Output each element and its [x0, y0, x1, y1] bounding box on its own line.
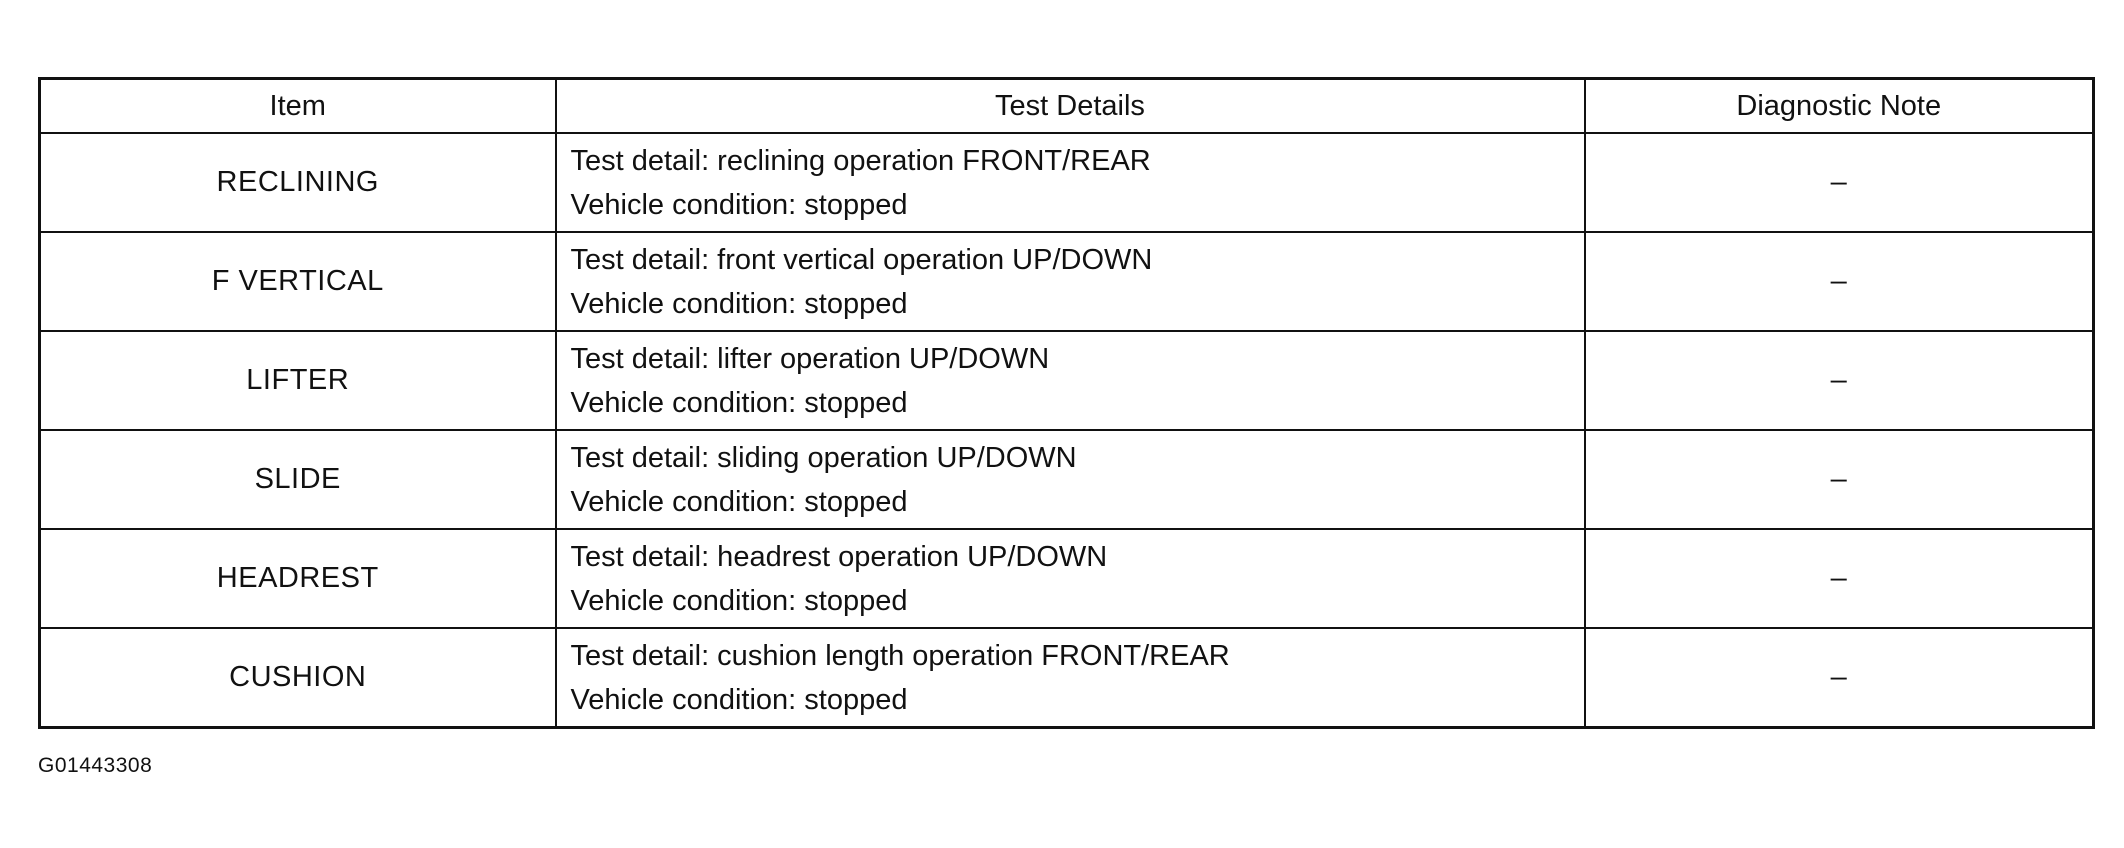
test-detail-text: Test detail: cushion length operation FRONT/REAR	[570, 639, 1230, 672]
item-cell: HEADREST	[40, 529, 556, 628]
test-detail-text: Test detail: headrest operation UP/DOWN	[570, 540, 1108, 573]
header-test-details: Test Details	[556, 79, 1585, 134]
test-detail-text: Test detail: sliding operation UP/DOWN	[570, 441, 1077, 474]
test-details-cell	[556, 430, 1585, 529]
test-detail-text: Test detail: front vertical operation UP/DOWN	[570, 243, 1153, 276]
header-diagnostic-note: Diagnostic Note	[1585, 79, 2094, 134]
diagnostic-note-cell: –	[1585, 133, 2094, 232]
test-details-cell	[556, 529, 1585, 628]
diagnostic-note-cell: –	[1585, 232, 2094, 331]
item-cell: LIFTER	[40, 331, 556, 430]
diagnostic-note-cell: –	[1585, 628, 2094, 728]
item-cell: RECLINING	[40, 133, 556, 232]
table-row	[40, 331, 2094, 430]
header-item: Item	[40, 79, 556, 134]
vehicle-condition-text: Vehicle condition: stopped	[570, 584, 908, 617]
vehicle-condition-text: Vehicle condition: stopped	[570, 287, 908, 320]
vehicle-condition-text: Vehicle condition: stopped	[570, 386, 908, 419]
table-row	[40, 133, 2094, 232]
diagnostic-note-cell: –	[1585, 331, 2094, 430]
item-cell: CUSHION	[40, 628, 556, 728]
test-details-cell	[556, 628, 1585, 728]
vehicle-condition-text: Vehicle condition: stopped	[570, 485, 908, 518]
test-details-cell	[556, 331, 1585, 430]
test-details-cell	[556, 133, 1585, 232]
table-row	[40, 628, 2094, 728]
table-row	[40, 430, 2094, 529]
diagnostic-note-cell: –	[1585, 430, 2094, 529]
test-detail-text: Test detail: lifter operation UP/DOWN	[570, 342, 1050, 375]
table-row	[40, 232, 2094, 331]
vehicle-condition-text: Vehicle condition: stopped	[570, 188, 908, 221]
figure-code: G01443308	[38, 754, 153, 777]
table-header-row	[40, 79, 2094, 134]
item-cell: F VERTICAL	[40, 232, 556, 331]
test-detail-text: Test detail: reclining operation FRONT/REAR	[570, 144, 1151, 177]
test-details-cell	[556, 232, 1585, 331]
diagnostic-table	[38, 77, 2095, 729]
vehicle-condition-text: Vehicle condition: stopped	[570, 683, 908, 716]
diagnostic-note-cell: –	[1585, 529, 2094, 628]
table-row	[40, 529, 2094, 628]
item-cell: SLIDE	[40, 430, 556, 529]
